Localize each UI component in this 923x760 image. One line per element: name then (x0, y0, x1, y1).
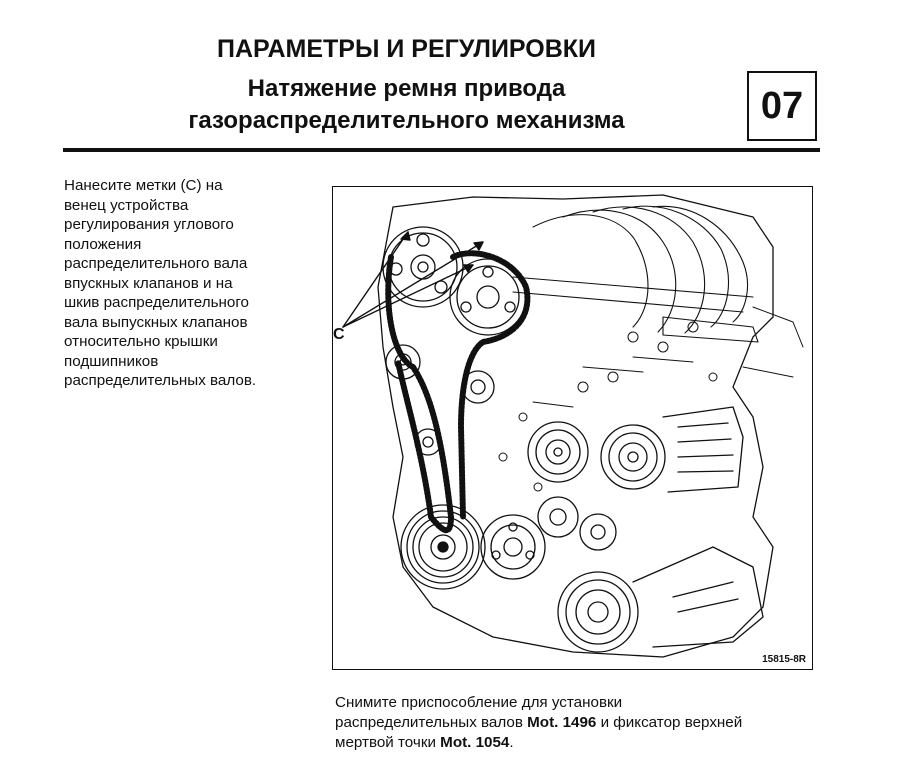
instruction-line: подшипников (64, 352, 159, 370)
instruction-line: положения (64, 235, 142, 253)
bottom-text-fragment: мертвой точки (335, 734, 441, 751)
engine-detail-bolts (499, 307, 803, 491)
instruction-line: впускных клапанов и на (64, 274, 233, 292)
alternator-body (663, 407, 743, 492)
tool-reference: Mot. 1496 (527, 714, 597, 731)
ac-compressor-pulley (558, 572, 638, 652)
instruction-line: регулирования углового (64, 216, 234, 233)
page-subtitle-line-1: Натяжение ремня привода (247, 75, 566, 102)
bottom-instruction-line (335, 733, 825, 753)
bottom-instruction-line (335, 713, 825, 733)
intake-manifold (513, 206, 758, 342)
instruction-line: вала выпускных клапанов (64, 313, 248, 331)
bottom-text-fragment: распределительных валов (335, 714, 528, 731)
instruction-line: Нанесите метки (С) на (64, 177, 223, 194)
bottom-instruction (335, 693, 825, 753)
callout-label: C (333, 326, 345, 343)
idler-pulley-right (580, 514, 616, 550)
page-title: ПАРАМЕТРЫ И РЕГУЛИРОВКИ (216, 35, 597, 63)
instruction-line: относительно крышки (64, 333, 218, 350)
accessory-pulley-1 (481, 515, 545, 579)
accessory-pulley-2 (528, 422, 588, 482)
ac-compressor-body (633, 547, 763, 647)
header-divider (63, 148, 820, 152)
figure-code: 15815-8R (762, 654, 806, 665)
bottom-text-fragment: . (509, 734, 514, 751)
idler-pulley-mid (538, 497, 578, 537)
instruction-line: шкив распределительного (64, 294, 250, 311)
bottom-text-fragment: и фиксатор верхней (596, 714, 743, 731)
crankshaft-pulley (401, 505, 485, 589)
instruction-line: распределительного вала (64, 255, 248, 272)
page-subtitle-line-2: газораспределительного механизма (188, 107, 625, 134)
chapter-number-badge: 07 (747, 71, 817, 141)
tool-reference: Mot. 1054 (440, 734, 510, 751)
bottom-instruction-line: Снимите приспособление для установки (335, 694, 623, 711)
engine-illustration (332, 186, 813, 670)
idler-pulley-upper (462, 371, 494, 403)
engine-drawing (333, 187, 811, 668)
instruction-line: венец устройства (64, 196, 189, 214)
instruction-paragraph (64, 176, 304, 391)
alternator-pulley (601, 425, 665, 489)
instruction-line: распределительных валов. (64, 372, 257, 389)
